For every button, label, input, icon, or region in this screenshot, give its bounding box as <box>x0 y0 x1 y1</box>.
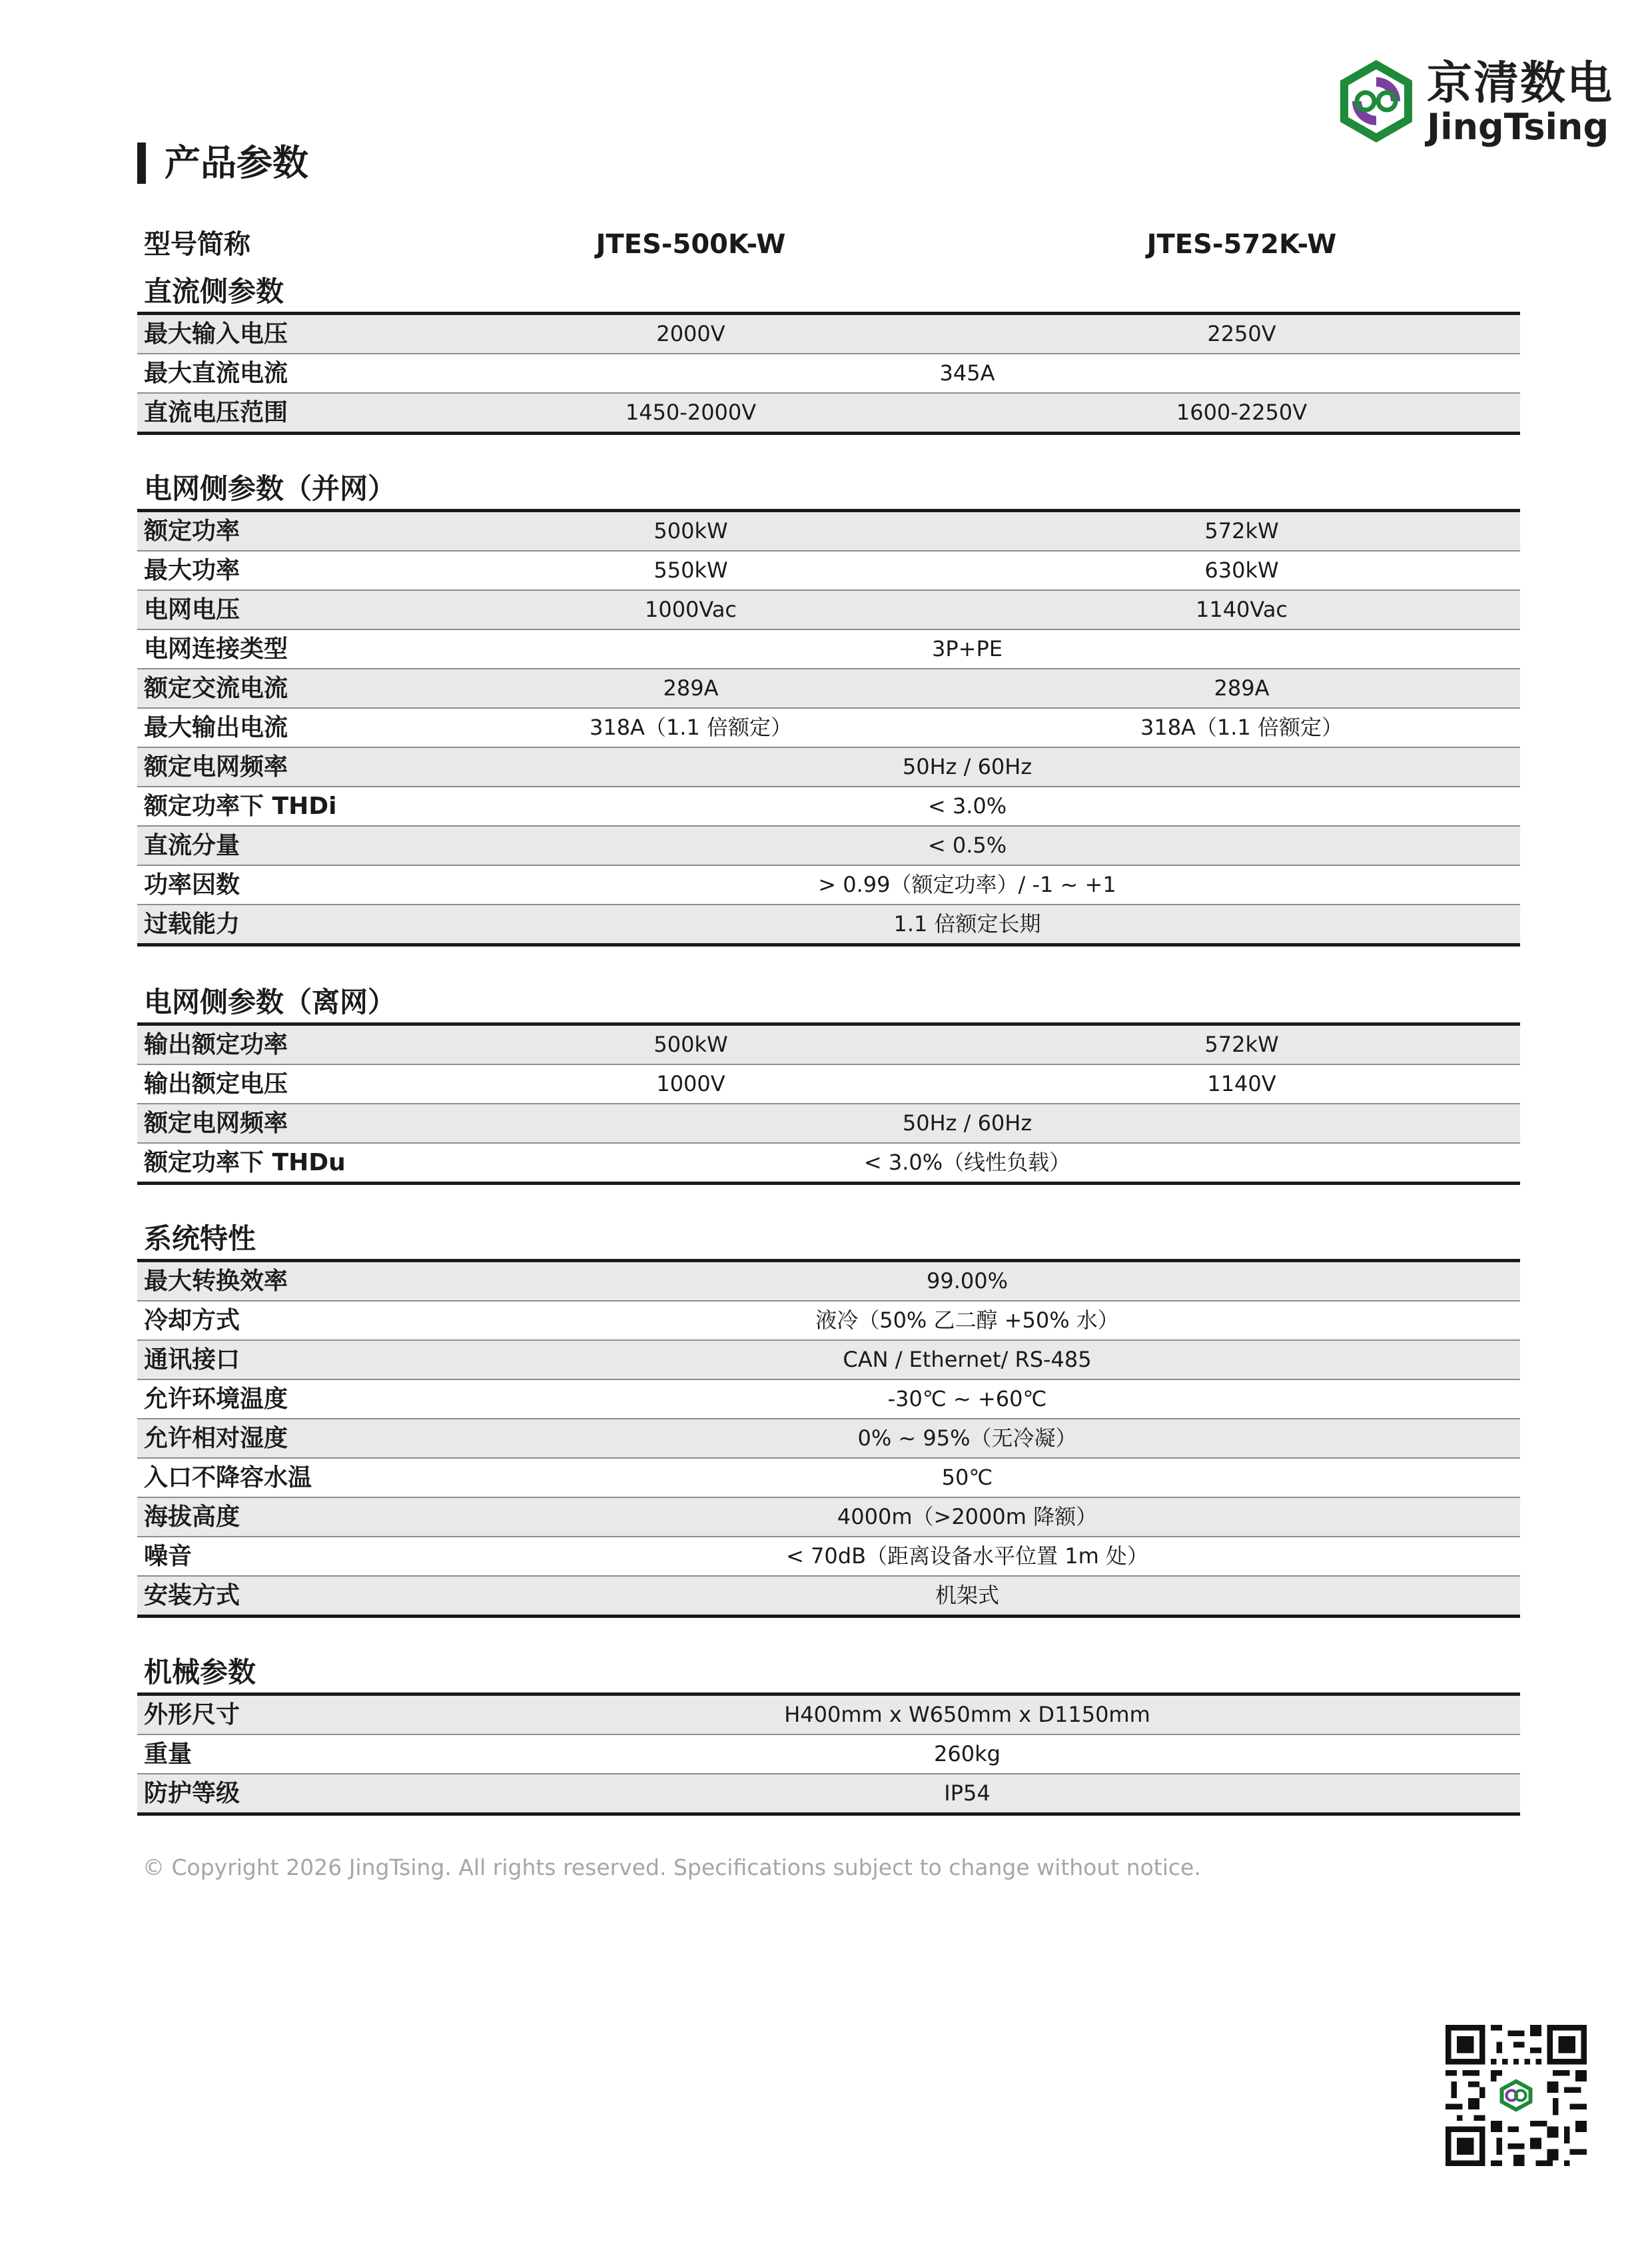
spec-row <box>137 1104 1520 1144</box>
section-bottom-rule <box>137 1615 1520 1618</box>
spec-value-shared: < 3.0%（线性负载） <box>863 1150 1071 1175</box>
spec-name: 额定交流电流 <box>144 675 288 702</box>
spec-row <box>137 1419 1520 1459</box>
brand-logo <box>1332 55 1614 148</box>
spec-value-shared: IP54 <box>944 1780 991 1806</box>
copyright-footer: © Copyright 2026 JingTsing. All rights reserved. Specifications subject to change without notice. <box>143 1854 1201 1880</box>
spec-value-model-a: 500kW <box>653 1032 728 1057</box>
spec-row <box>137 866 1520 905</box>
jingtsing-logo-icon <box>1332 57 1420 145</box>
section-title: 直流侧参数 <box>144 275 284 308</box>
spec-name: 允许环境温度 <box>144 1385 288 1413</box>
spec-name: 直流电压范围 <box>144 399 288 426</box>
spec-row <box>137 315 1520 354</box>
spec-name: 电网电压 <box>144 596 240 623</box>
spec-value-model-b: 318A（1.1 倍额定） <box>1140 715 1344 740</box>
page-title-text: 产品参数 <box>165 142 308 184</box>
spec-value-model-b: 289A <box>1214 675 1270 701</box>
spec-row <box>137 1262 1520 1302</box>
spec-row <box>137 1774 1520 1812</box>
spec-value-model-b: 1140Vac <box>1195 597 1288 622</box>
spec-name: 最大输入电压 <box>144 320 288 348</box>
spec-name: 额定电网频率 <box>144 1110 288 1137</box>
brand-name-en: JingTsing <box>1427 106 1609 148</box>
spec-name: 功率因数 <box>144 871 240 899</box>
spec-value-shared: H400mm x W650mm x D1150mm <box>784 1702 1150 1727</box>
spec-name: 最大输出电流 <box>144 714 288 741</box>
spec-row <box>137 748 1520 787</box>
section-5 <box>137 1653 1520 1816</box>
spec-name: 输出额定功率 <box>144 1031 288 1058</box>
spec-value-model-a: 1450-2000V <box>625 400 757 425</box>
brand-name-cn: 京清数电 <box>1427 57 1614 110</box>
spec-row <box>137 1696 1520 1735</box>
spec-value-model-b: 572kW <box>1204 518 1279 544</box>
spec-name: 直流分量 <box>144 832 240 859</box>
spec-name: 噪音 <box>144 1543 193 1570</box>
section-bottom-rule <box>137 1812 1520 1816</box>
spec-name: 最大功率 <box>144 557 240 584</box>
section-title: 系统特性 <box>144 1222 256 1255</box>
spec-value-model-b: 2250V <box>1207 321 1276 346</box>
spec-row <box>137 1498 1520 1537</box>
section-3 <box>137 982 1520 1185</box>
section-1 <box>137 272 1520 435</box>
spec-value-shared: < 70dB（距离设备水平位置 1m 处） <box>786 1543 1148 1569</box>
spec-value-shared: -30℃ ~ +60℃ <box>887 1386 1047 1411</box>
spec-name: 海拔高度 <box>144 1503 240 1531</box>
model-header <box>137 221 1520 268</box>
model-a: JTES-500K-W <box>596 229 786 260</box>
spec-value-shared: > 0.99（额定功率）/ -1 ~ +1 <box>818 872 1116 897</box>
spec-row <box>137 1735 1520 1774</box>
spec-row <box>137 1577 1520 1615</box>
spec-row <box>137 552 1520 591</box>
spec-value-shared: CAN / Ethernet/ RS-485 <box>843 1347 1092 1372</box>
section-title: 机械参数 <box>144 1656 256 1688</box>
spec-value-shared: < 0.5% <box>927 833 1007 858</box>
spec-row <box>137 827 1520 866</box>
spec-value-model-b: 1600-2250V <box>1176 400 1308 425</box>
spec-value-model-a: 500kW <box>653 518 728 544</box>
spec-name: 重量 <box>144 1740 193 1768</box>
spec-name: 允许相对湿度 <box>144 1425 288 1452</box>
spec-name: 电网连接类型 <box>144 635 288 663</box>
section-title: 电网侧参数（离网） <box>144 986 396 1018</box>
spec-name: 最大直流电流 <box>144 360 288 387</box>
spec-row <box>137 1144 1520 1182</box>
spec-name: 入口不降容水温 <box>144 1464 312 1491</box>
spec-value-shared: 液冷（50% 乙二醇 +50% 水） <box>815 1308 1119 1333</box>
spec-name: 冷却方式 <box>144 1307 240 1334</box>
spec-value-model-b: 1140V <box>1207 1071 1276 1096</box>
spec-name: 额定功率下 THDi <box>144 793 337 820</box>
spec-row <box>137 1026 1520 1065</box>
spec-value-model-a: 2000V <box>656 321 725 346</box>
spec-name: 过载能力 <box>144 911 240 938</box>
qr-code-icon <box>1446 2025 1587 2166</box>
spec-name: 额定功率下 THDu <box>144 1149 346 1176</box>
spec-value-shared: 机架式 <box>935 1583 999 1608</box>
spec-name: 最大转换效率 <box>144 1268 288 1295</box>
spec-row <box>137 512 1520 552</box>
spec-name: 额定电网频率 <box>144 753 288 781</box>
spec-name: 输出额定电压 <box>144 1070 288 1098</box>
spec-name: 通讯接口 <box>144 1346 240 1373</box>
model-label: 型号简称 <box>144 229 250 260</box>
spec-row <box>137 1537 1520 1577</box>
title-bar <box>137 143 146 184</box>
spec-value-shared: 260kg <box>934 1741 1001 1766</box>
spec-value-model-a: 550kW <box>653 558 728 583</box>
spec-row <box>137 669 1520 709</box>
spec-row <box>137 591 1520 630</box>
spec-row <box>137 354 1520 394</box>
spec-name: 安装方式 <box>144 1582 240 1609</box>
spec-value-shared: 4000m（>2000m 降额） <box>837 1504 1098 1529</box>
spec-value-shared: 3P+PE <box>932 636 1003 661</box>
spec-value-model-b: 572kW <box>1204 1032 1279 1057</box>
spec-value-model-a: 1000V <box>656 1071 725 1096</box>
spec-row <box>137 1341 1520 1380</box>
spec-row <box>137 709 1520 748</box>
spec-value-shared: 50Hz / 60Hz <box>902 1110 1032 1136</box>
spec-name: 额定功率 <box>144 518 240 545</box>
spec-value-model-b: 630kW <box>1204 558 1279 583</box>
spec-value-shared: 50℃ <box>941 1465 993 1490</box>
section-2 <box>137 469 1520 946</box>
page-title <box>137 143 308 184</box>
spec-row <box>137 1065 1520 1104</box>
spec-name: 外形尺寸 <box>144 1701 240 1728</box>
spec-row <box>137 630 1520 669</box>
spec-row <box>137 787 1520 827</box>
spec-value-model-a: 289A <box>663 675 719 701</box>
section-bottom-rule <box>137 943 1520 946</box>
section-4 <box>137 1219 1520 1618</box>
spec-value-shared: 1.1 倍额定长期 <box>893 911 1041 936</box>
spec-value-model-a: 318A（1.1 倍额定） <box>589 715 793 740</box>
spec-name: 防护等级 <box>144 1780 240 1807</box>
spec-row <box>137 1302 1520 1341</box>
section-bottom-rule <box>137 1182 1520 1185</box>
spec-value-shared: < 3.0% <box>927 793 1007 819</box>
spec-row <box>137 1459 1520 1498</box>
spec-value-shared: 345A <box>939 360 995 386</box>
spec-value-model-a: 1000Vac <box>644 597 737 622</box>
section-title: 电网侧参数（并网） <box>144 472 396 505</box>
spec-row <box>137 394 1520 432</box>
spec-value-shared: 0% ~ 95%（无冷凝） <box>857 1425 1077 1451</box>
spec-value-shared: 50Hz / 60Hz <box>902 754 1032 779</box>
spec-row <box>137 905 1520 943</box>
section-bottom-rule <box>137 432 1520 435</box>
model-b: JTES-572K-W <box>1146 229 1337 260</box>
spec-value-shared: 99.00% <box>926 1268 1008 1294</box>
spec-row <box>137 1380 1520 1419</box>
